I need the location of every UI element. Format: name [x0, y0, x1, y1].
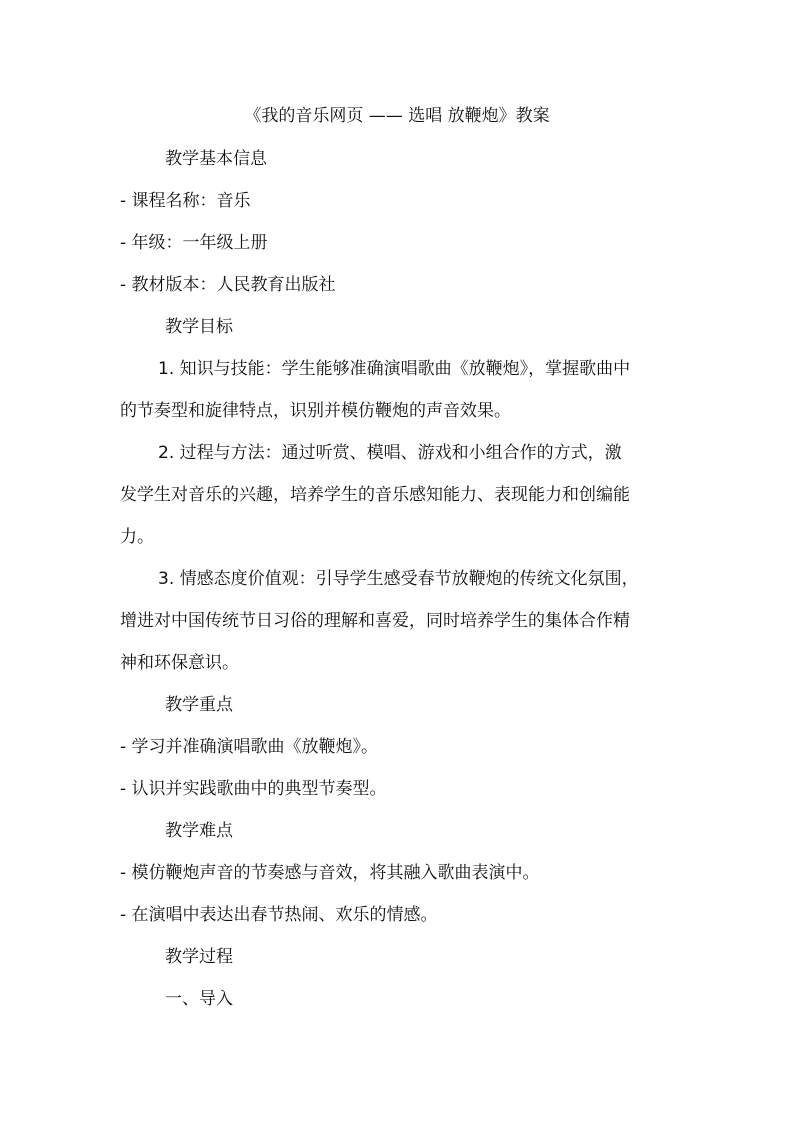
goal-1-line-1: 1. 知识与技能：学生能够准确演唱歌曲《放鞭炮》，掌握歌曲中: [158, 359, 631, 379]
section-heading-goals: 教学目标: [165, 317, 233, 337]
goal-2-line-2: 发学生对音乐的兴趣，培养学生的音乐感知能力、表现能力和创编能: [120, 485, 630, 505]
key-point-1: - 学习并准确演唱歌曲《放鞭炮》。: [120, 737, 379, 757]
section-heading-difficulties: 教学难点: [165, 821, 233, 841]
document-title: 《我的音乐网页 —— 选唱 放鞭炮》教案: [244, 106, 550, 126]
goal-1-line-2: 的节奏型和旋律特点，识别并模仿鞭炮的声音效果。: [120, 401, 511, 421]
goal-2-line-3: 力。: [120, 527, 154, 547]
basic-info-course: - 课程名称：音乐: [120, 191, 251, 211]
process-step-1: 一、导入: [165, 989, 233, 1009]
difficulty-1: - 模仿鞭炮声音的节奏感与音效，将其融入歌曲表演中。: [120, 863, 540, 883]
section-heading-process: 教学过程: [165, 947, 233, 967]
goal-2-line-1: 2. 过程与方法：通过听赏、模唱、游戏和小组合作的方式，激: [158, 443, 622, 463]
basic-info-textbook: - 教材版本：人民教育出版社: [120, 275, 336, 295]
goal-3-line-1: 3. 情感态度价值观：引导学生感受春节放鞭炮的传统文化氛围，: [158, 569, 639, 589]
goal-3-line-2: 增进对中国传统节日习俗的理解和喜爱，同时培养学生的集体合作精: [120, 611, 630, 631]
key-point-2: - 认识并实践歌曲中的典型节奏型。: [120, 779, 387, 799]
basic-info-grade: - 年级：一年级上册: [120, 233, 268, 253]
section-heading-basic-info: 教学基本信息: [165, 149, 267, 169]
goal-3-line-3: 神和环保意识。: [120, 653, 239, 673]
section-heading-key-points: 教学重点: [165, 695, 233, 715]
difficulty-2: - 在演唱中表达出春节热闹、欢乐的情感。: [120, 905, 438, 925]
